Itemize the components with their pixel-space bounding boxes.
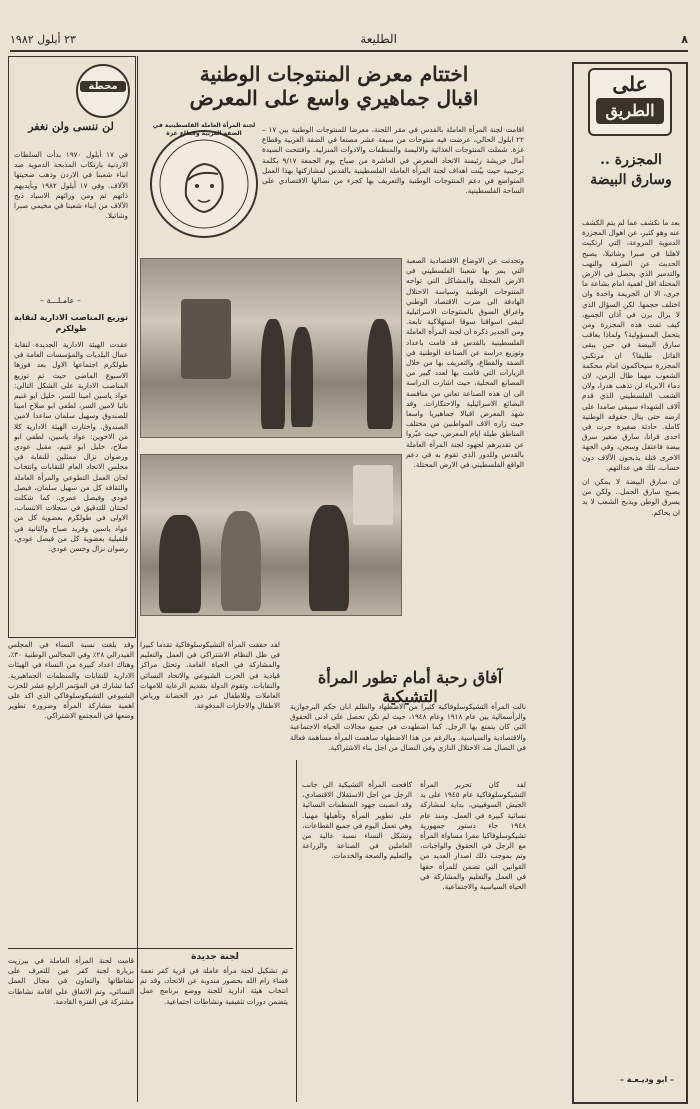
- left-column-body: [14, 150, 128, 290]
- page-number: ٨: [681, 32, 688, 46]
- left-column-title: لن ننسى ولن نغفر: [28, 120, 114, 133]
- note-body: [140, 966, 288, 1102]
- photo-figure: [291, 327, 313, 427]
- headline-line-1: اختتام معرض المنتوجات الوطنية: [199, 62, 469, 86]
- committee-logo: [150, 122, 258, 238]
- station-badge: [76, 64, 130, 118]
- left-column-signature: – عامـلـــة –: [40, 296, 81, 305]
- main-headline: [140, 62, 528, 110]
- woman-face-icon: [152, 132, 256, 236]
- photo-figure: [309, 505, 349, 611]
- women-headline: آفاق رحبة أمام تطور المرأة التشيكية: [317, 668, 503, 706]
- exhibition-photo-top: [140, 258, 402, 438]
- bottom-divider: [8, 948, 293, 949]
- newspaper-name: الطليعة: [360, 32, 397, 46]
- left-box-text: عقدت الهيئة الادارية الجديدة لنقابة عمال البلديات والمؤسسات العامة في طولكرم اجتماعها الاول بعد فوزها الاسبوع الماضي حيث تم توزيع المناصب الادارية على الشكل التالي: عواد ياسين امينا للسر، خليل ابو غنيم نائبا لامين السر، لطفي ابو صلاح امينا للصندوق وسهيل سلمان ساعدا لامين الصندوق. واختارت الهيئة الادارية كلا من الاخوين: عواد ياسين، لطفي ابو صلاح، خليل ابو غنيم، مقبل عودي ورضوان نزال ممثلين للنقابة في مجلس الاتحاد العام للنقابات وانتخاب لجان العمل التطوعي والمرأة العاملة والثقافة كل من سهيل سلمان، فيصل عودي وفيصل عمري. كما شكلت لجنتان للتدقيق في سجلات الانتساب، الاولى في طولكرم بعضوية كل من عواد ياسين وفريد صباح والثانية في قلقيلية بعضوية كل من فيصل عودي، رضوان نزال وحسن عودي.: [14, 340, 128, 554]
- right-column-closing: ان سارق البيضة لا يمكن ان يصبح سارق الجمل.. ولكن من يسرق الوطن ويذبح الشعب لا بد ان يحاكم.: [582, 477, 680, 517]
- badge-line-2: الطريق: [596, 98, 664, 124]
- note-2: [8, 956, 134, 1102]
- note-title: لجنة جديدة: [191, 952, 239, 962]
- photo-figure: [261, 319, 285, 429]
- women-col-5-text: وقد بلغت نسبة النساء في المجلس الفيدرالي ٢٨٪ وفي المجالس الوطنية ٣٠٪، وهناك اعداد كبيرة من النساء في الهيئات الادارية للنقابات والمنظمات الجماهيرية. كما تشارك في المؤتمر الرابع عشر للحزب الشيوعي التشيكوسلوفاكي الذي اكد على اهمية مشاركة المرأة وضرورة تطوير وضعها في المجتمع الاشتراكي.: [8, 640, 134, 721]
- issue-date: ٢٣ أيلول ١٩٨٢: [10, 32, 76, 46]
- column-rule: [296, 760, 297, 1102]
- note-body-text: تم تشكيل لجنة مرأة عاملة في قرية كفر نعمة قضاء رام الله بحضور مندوبة عن الاتحاد، وقد تم انتخاب هيئة ادارية للجنة ووضع برنامج عمل يتضمن دورات تثقيفية ونشاطات اجتماعية.: [140, 966, 288, 1006]
- exhibition-photo-bottom: [140, 454, 402, 616]
- photo-figure: [181, 299, 231, 379]
- left-box-body: [14, 340, 128, 630]
- women-col-2: [420, 780, 526, 1102]
- right-column-text: بعد ما نكشف عما لم يتم الكشف عنه وهو كثير، عن اهوال المجزرة الدموية المروعة، التي ارتكبت لاهلنا في صبرا وشاتيلا، يصبح الحديث عن السرقة والنهب والتدمير الذي يحصل في الارض المحتلة اقل اهمية امام بشاعة ما جرى، الا ان الجريمة واحدة وان اختلف حجمها. لكن السؤال الذي لا يزال يرن في آذان الجميع، كيف تمت هذه المجزرة ومن يتحمل المسؤولية؟ ولماذا يعاقب سارق البيضة في حين يبقى القاتل طليقا؟ ان مرتكبي المجزرة سيحاكمون امام محكمة الشعوب مهما طال الزمن، لان دماء الابرياء لن تذهب هدرا، ولان الشعب الفلسطيني الذي قدم آلاف الشهداء سيبقى صامدا على ارضه حتى ينال حقوقه الوطنية كاملة. حادثة صغيرة جرت في احدى قرانا، سارق صغير سرق بيضة فاعتقل وسجن، وفي الجهة الاخرى قتلة يذبحون الآلاف دون حساب، تلك هي عدالتهم.: [582, 218, 680, 472]
- exhibition-body-text: وتحدثت عن الاوضاع الاقتصادية الصعبة التي يمر بها شعبنا الفلسطيني في الارض المحتلة والمشاكل التي تواجه المنتوجات الوطنية وسياسة الاحتلال الهادفة الى ضرب الاقتصاد الوطني واغراق السوق بالمنتوجات الاسرائيلية لتبقى اسواقنا سوقا استهلاكية تابعة. ومن الجدير ذكره ان لجنة المرأة العاملة الفلسطينية بالقدس قد قامت باعداد وتوزيع دراسة عن الصناعة الوطنية في الضفة والقطاع، والتعريف بها من خلال الزيارات التي قامت بها لعدد كبير من المصانع المحلية، حيث اشارت الدراسة الى ان هذه الصناعة تعاني من منافسة البضائع الاسرائيلية والاحتكارات. وقد شهد المعرض اقبالا جماهيريا واسعا حيث زاره الاف المواطنين من مختلف المناطق طيلة ايام المعرض، حيث عبّروا عن تقديرهم لجهود لجنة المرأة العاملة بالقدس وللدور الذي تقوم به في دعم الواقع الفلسطيني في الارض المحتلة.: [406, 256, 524, 470]
- logo-caption: لجنة المرأة العاملة الفلسطينية في الضفة الغربية وقطاع غزة: [152, 122, 256, 137]
- station-badge-text: محطة: [80, 81, 126, 92]
- exhibition-body: [406, 256, 524, 626]
- women-col-5: [8, 640, 134, 940]
- note-2-text: قامت لجنة المرأة العاملة في بيرزيت بزيارة لجنة كفر عين للتعرف على نشاطاتها والتعاون في مجال العمل النسائي، وتم الاتفاق على اقامة نشاطات مشتركة في الفترة القادمة.: [8, 956, 134, 1006]
- exhibition-intro: [262, 125, 524, 253]
- women-col-1-text: نالت المرأة التشيكوسلوفاكية كثيرا من الاضطهاد والظلم ابان حكم البرجوازية والرأسمالية بين عام ١٩١٨ وعام ١٩٤٨، حيث لم تكن تحصل على ادنى الحقوق التي كان يتمتع بها الرجل. كما اضطهدت في جميع مجالات الحياة الاجتماعية والاقتصادية والسياسية. وبالرغم من هذا الاضطهاد ساهمت المرأة مساهمة فعالة في النضال ضد الاحتلال النازي وفي النضال من اجل بناء الاشتراكية.: [290, 702, 526, 752]
- left-box-title: توزيع المناصب الادارية لنقابة طولكرم: [14, 313, 128, 333]
- exhibition-intro-text: اقامت لجنة المرأة العاملة بالقدس في مقر اللجنة، معرضا للمنتوجات الوطنية بين ١٧ – ٢٢ ايلول الحالي، عرضت فيه منتوجات من سبعة عشر مصنعا في الضفة الغربية وقطاع غزة. شملت المنتوجات الغذائية والالبسة والمنظفات والادوات المنزلية. وافتتحت السيدة آمال خريشة رئيسة الاتحاد المعرض في العاشرة من صباح يوم الجمعة ٩/١٧ بكلمة ترحيبية حيث بيّنت اهداف لجنة المرأة العاملة الفلسطينية بالقدس لمشاركتها بهذا العمل المتواضع في دعم المنتوجات الوطنية والتعريف بها كجزء من نضالها الاقتصادي على الساحة الفلسطينية.: [262, 125, 524, 196]
- left-column-text: في ١٧ أيلول ١٩٧٠ بدأت السلطات الاردنية بارتكاب المذبحة الدموية ضد ابناء شعبنا في الاردن وذهب ضحيتها الآلاف. وفي ١٧ أيلول ١٩٨٢ وبأيديهم ذاتهم ثم ومن ورائهم الاسياد ذبح الآلاف من ابناء شعبنا في مخيمي صبرا وشاتيلا.: [14, 150, 128, 221]
- road-badge: [588, 68, 672, 136]
- women-col-4: [140, 640, 280, 940]
- photo-figure: [353, 465, 393, 525]
- right-column-body: [582, 218, 680, 1013]
- badge-line-1: على: [612, 72, 648, 96]
- photo-figure: [159, 515, 201, 613]
- headline-line-2: اقبال جماهيري واسع على المعرض: [189, 86, 479, 110]
- right-column-title: المجزرة .. وسارق البيضة: [590, 152, 672, 188]
- photo-figure: [221, 511, 261, 611]
- women-col-3: [302, 780, 412, 1102]
- column-rule: [137, 56, 138, 1102]
- women-col-4-text: لقد حققت المرأة التشيكوسلوفاكية تقدما كبيرا في ظل النظام الاشتراكي في العمل والتعليم والمشاركة في الحياة العامة، وتحتل مراكز قيادية في الحزب الشيوعي والاتحاد النسائي والنقابات. وتقوم الدولة بتقديم الرعاية للامهات العاملات وللاطفال عبر دور الحضانة ورياض الاطفال والاجازات المدفوعة.: [140, 640, 280, 711]
- women-col-3-text: كافحت المرأة التشيكية الى جانب الرجل من اجل الاستقلال الاقتصادي، وقد انصبت جهود المنظمات النسائية على تطوير المرأة وتأهيلها مهنيا. وهي تعمل اليوم في جميع القطاعات، وتشكل النساء نسبة عالية من العاملين في الصناعة والزراعة والتعليم والصحة والخدمات.: [302, 780, 412, 861]
- right-column-signature: – ابو وديـعـة –: [619, 1075, 674, 1084]
- women-col-1: [290, 702, 526, 754]
- photo-figure: [367, 319, 393, 429]
- women-col-2-text: لقد كان تحرير المرأة التشيكوسلوفاكية عام ١٩٤٥ على يد الجيش السوفييتي، بداية لمشاركة نسائية كبيرة في العمل. ومنذ عام ١٩٤٨ جاء دستور جمهورية تشيكوسلوفاكيا مقرا مساواة المرأة مع الرجل في الحقوق والواجبات، وتم بموجب ذلك اصدار العديد من القوانين التي تضمن للمرأة حقها في العمل والتعليم والمشاركة في الحياة السياسية والاجتماعية.: [420, 780, 526, 892]
- page-header: [10, 28, 688, 52]
